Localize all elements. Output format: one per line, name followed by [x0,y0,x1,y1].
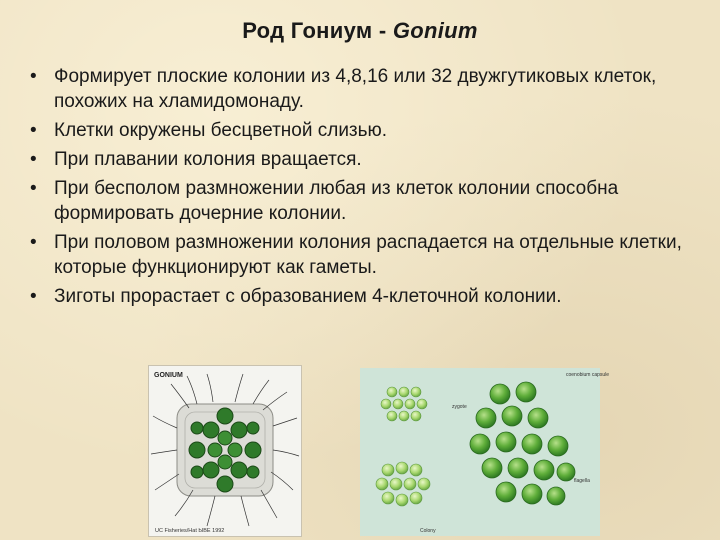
micrograph-drawing [360,368,610,536]
title-main: Род Гониум - [242,18,393,43]
bullet-item: • При плавании колония вращается. [30,147,700,172]
label-zygote: zygote [452,404,467,410]
bullet-item: • При половом размножении колония распадается на отдельные клетки, которые функционируют как гаметы. [30,230,700,280]
label-colony: Colony [420,528,436,534]
gonium-drawing [149,366,301,536]
bullet-list [30,64,700,313]
title-latin: Gonium [392,18,478,43]
label-flagella: flagella [574,478,590,484]
bullet-item: • Клетки окружены бесцветной слизью. [30,118,700,143]
bullet-item: • При бесполом размножении любая из клеток колонии способна формировать дочерние колонии. [30,176,700,226]
slide-title [0,18,720,44]
illustration-label: GONIUM [154,372,183,379]
gonium-colony-illustration [148,365,302,537]
label-capsule: coenobium capsule [566,372,610,378]
bullet-item: • Зиготы прорастает с образованием 4-клеточной колонии. [30,284,700,309]
illustration-caption: UC Fisheries/Hat ЫВЕ 1992 [155,528,225,534]
gonium-micrograph [360,368,610,536]
bullet-item: • Формирует плоские колонии из 4,8,16 или 32 двужгутиковых клеток, похожих на хламидомонаду. [30,64,700,114]
